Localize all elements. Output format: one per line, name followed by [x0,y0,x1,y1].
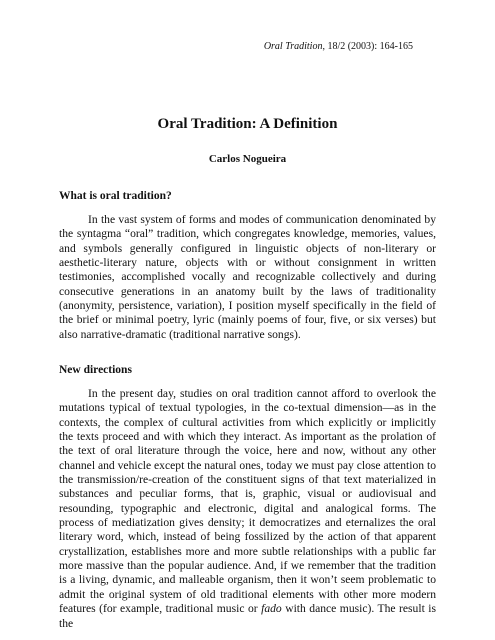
paragraph-text-part-2: with dance music). The result is the [59,602,436,630]
citation-details: , 18/2 (2003): 164-165 [322,41,413,52]
paragraph-text-part-1: In the present day, studies on oral tradition cannot afford to overlook the mutations typical of textual typologies, in the co-textual dimension—as in the contexts, the complex of cultural activities from which explicitly or implicitly the texts proceed and with which they interact. As important as the prolation of the text of oral literature through the voice, here and now, without any other channel and vehicle except the natural ones, today we must pay close attention to the transmission/re-creation of the constituent signs of that text materialized in substances and peculiar forms, that is, graphic, visual or audiovisual and resounding, typographic and electronic, digital and analogical forms. The process of mediatization gives density; it democratizes and eternalizes the oral literary word, which, instead of being fossilized by the action of that apparent crystallization, establishes more and more subtle relationships with a public far more massive than the popular audience. And, if we remember that the tradition is a living, dynamic, and malleable organism, then it won’t seem problematic to admit the original system of old traditional elements with other more modern features (for example, traditional music or [59,387,436,616]
article-title: Oral Tradition: A Definition [157,116,338,132]
running-head [264,41,413,52]
section-1-paragraph: In the vast system of forms and modes of communication denominated by the syntagma “oral” tradition, which congregates knowledge, memories, values, and symbols generally configured in linguistic objects of non-literary or aesthetic-literary nature, objects with or without consignment in written testimonies, accomplished vocally and recognizable collectively and during consecutive generations in an anatomy built by the laws of traditionality (anonymity, persistence, variation), I position myself specifically in the field of the brief or minimal poetry, lyric (mainly poems of four, five, or six verses) but also narrative-dramatic (traditional narrative songs). [59,213,436,341]
italic-term: fado [261,602,282,616]
journal-name: Oral Tradition [263,41,323,52]
section-heading-what-is-oral-tradition: What is oral tradition? [59,190,172,202]
section-2-paragraph [59,387,436,631]
section-heading-new-directions: New directions [59,364,132,376]
author-name: Carlos Nogueira [208,153,287,165]
